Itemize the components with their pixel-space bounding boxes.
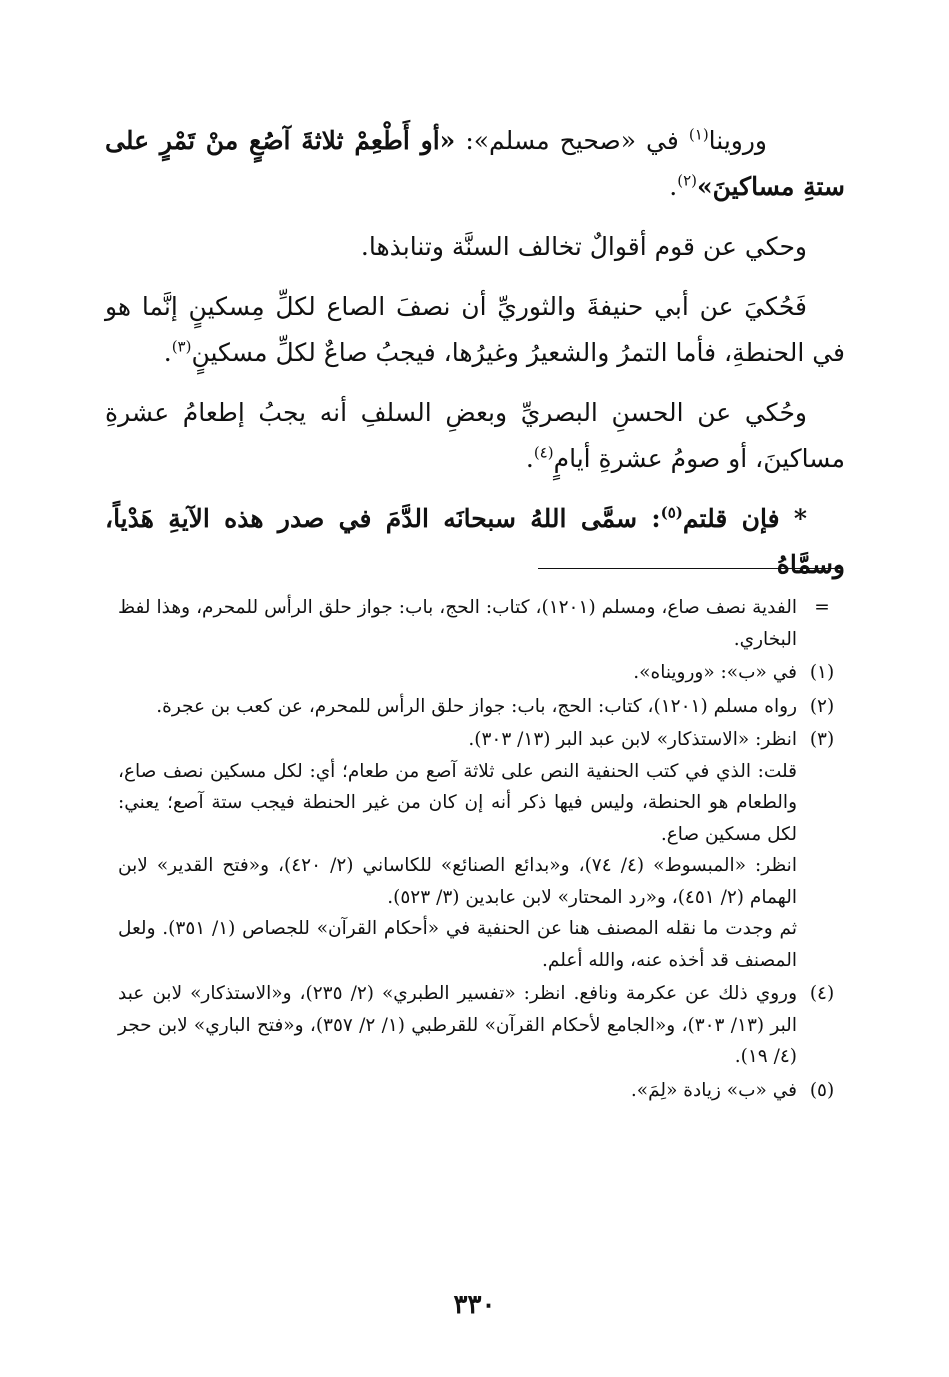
paragraph-3: فَحُكيَ عن أبي حنيفةَ والثوريِّ أن نصفَ الصاع لكلِّ مِسكينٍ إنَّما هو في الحنطةِ، فأما التمرُ والشعيرُ وغيرُها، فيجبُ صاعٌ لكلِّ مسكينٍ$^{(٣)}$.: [105, 292, 845, 367]
footnote-1: [118, 657, 842, 689]
paragraph-4: وحُكي عن الحسنِ البصريِّ وبعضِ السلفِ أنه يجبُ إطعامُ عشرةِ مساكينَ، أو صومُ عشرةِ أيامٍ$^{(٤)}$.: [105, 398, 845, 473]
page-number: ٣٣٠: [453, 1290, 496, 1320]
footnote-text: رواه مسلم (١٢٠١)، كتاب: الحج، باب: جواز حلق الرأس للمحرم، عن كعب بن عجرة.: [156, 695, 797, 717]
footnote-text: في «ب»: «ورويناه».: [633, 662, 797, 683]
footnote-number: =: [814, 597, 830, 618]
footnote-text: وروي ذلك عن عكرمة ونافع. انظر: «تفسير الطبري» (٢/ ٢٣٥)، و«الاستذكار» لابن عبد البر (١٣/ ٣٠٣)، و«الجامع لأحكام القرآن» للقرطبي (١/ ٢/ ٣٥٧)، و«فتح الباري» لابن حجر (٤/ ١٩).: [118, 983, 797, 1067]
footnote-number: (١): [809, 662, 835, 683]
star-marker: *: [779, 504, 807, 533]
footnote-ref-5: (٥): [660, 503, 683, 522]
footnote-number: (٥): [809, 1079, 835, 1101]
footnote-text: قلت: الذي في كتب الحنفية النص على ثلاثة آصع من طعام؛ أي: لكل مسكين نصف صاع، والطعام هو الحنطة، وليس فيها ذكر أنه إن كان من غير الحنطة فيجب ستة آصع؛ يعني: لكل مسكين صاع.: [118, 760, 797, 845]
paragraph-5: * فإن قلتم$^{(٥)}$: سمَّى اللهُ سبحانَه الدَّمَ في صدر هذه الآيةِ هَدْياً، وسمَّاهُ: [105, 503, 845, 579]
footnote-5: [118, 1075, 842, 1107]
footnote-continued: [118, 592, 842, 655]
footnote-ref-1: (١): [688, 125, 709, 144]
footnote-2: [118, 691, 842, 723]
footnote-text: ثم وجدت ما نقله المصنف هنا عن الحنفية في «أحكام القرآن» للجصاص (١/ ٣٥١). ولعل المصنف قد أخذه عنه، والله أعلم.: [118, 918, 797, 971]
footnote-3: [118, 724, 842, 976]
paragraph-1: وروينا$^{(١)}$ في «صحيح مسلم»: «أو أَطْعِمْ ثلاثةَ آصُعٍ منْ تَمْرٍ على ستةِ مساكينَ»$^{(٢)}$.: [105, 125, 845, 201]
footnote-text: الفدية نصف صاع، ومسلم (١٢٠١)، كتاب: الحج، باب: جواز حلق الرأس للمحرم، وهذا لفظ البخاري.: [118, 597, 797, 650]
main-text: [105, 118, 845, 602]
footnote-ref-4: (٤): [533, 443, 554, 462]
footnote-text: انظر: «الاستذكار» لابن عبد البر (١٣/ ٣٠٣).: [468, 729, 797, 750]
footnote-text: انظر: «المبسوط» (٤/ ٧٤)، و«بدائع الصنائع» للكاساني (٢/ ٤٢٠)، و«فتح القدير» لابن الهمام (٢/ ٤٥١)، و«رد المحتار» لابن عابدين (٣/ ٥٢٣).: [118, 855, 797, 908]
footnote-number: (٤): [809, 983, 835, 1004]
paragraph-2: وحكي عن قوم أقوالٌ تخالف السنَّة وتنابذها.: [360, 232, 807, 261]
footnote-separator: [538, 568, 843, 569]
footnote-number: (٢): [809, 695, 835, 717]
footnote-number: (٣): [809, 729, 835, 750]
footnotes: [118, 592, 842, 1108]
footnote-text: في «ب» زيادة «لِمَ».: [630, 1079, 797, 1101]
footnote-ref-3: (٣): [171, 337, 192, 356]
footnote-ref-2: (٢): [677, 171, 697, 190]
footnote-4: [118, 978, 842, 1073]
hadith-quote: «أو أَطْعِمْ ثلاثةَ آصُعٍ منْ تَمْرٍ على ستةِ مساكينَ»: [105, 126, 845, 201]
